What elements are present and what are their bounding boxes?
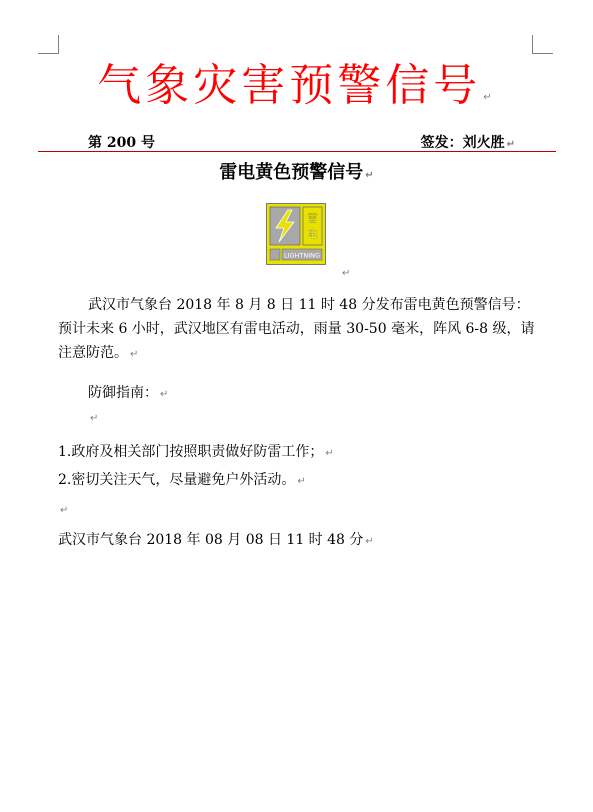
document-title [0, 160, 593, 189]
corner-badge [270, 249, 280, 260]
guide-item-text: 2.密切关注天气，尽量避免户外活动。 [58, 472, 296, 488]
paragraph-mark: ↵ [365, 536, 374, 547]
guide-label [88, 383, 168, 405]
paragraph-mark: ↵ [342, 268, 351, 279]
signer-text: 签发：刘火胜 [420, 135, 505, 151]
issuer-timestamp-text: 武汉市气象台 2018 年 08 月 08 日 11 时 48 分 [58, 532, 364, 548]
lightning-signal-graphic [267, 204, 325, 264]
header-title-text: 气象灾害预警信号 [97, 60, 482, 111]
issue-number [88, 134, 155, 152]
paragraph-mark: ↵ [483, 92, 496, 103]
paragraph-mark: ↵ [130, 349, 139, 360]
paragraph-mark: ↵ [365, 170, 374, 181]
page-corner-mark-top-left [38, 35, 59, 54]
guide-label-text: 防御指南： [88, 385, 158, 401]
guide-item [58, 442, 334, 464]
warning-paragraph [58, 293, 536, 367]
paragraph-mark: ↵ [90, 413, 99, 424]
document-title-text: 雷电黄色预警信号 [219, 162, 364, 183]
guide-item-text: 1.政府及相关部门按照职责做好防雷工作； [58, 444, 324, 460]
page-corner-mark-top-right [532, 35, 553, 54]
issue-number-text: 第 200 号 [88, 135, 155, 151]
guide-item [58, 470, 306, 492]
paragraph-mark: ↵ [160, 389, 169, 400]
signal-char-2: 电 [307, 228, 318, 241]
signal-caption: LIGHTNING [283, 251, 321, 260]
warning-paragraph-text: 武汉市气象台 2018 年 8 月 8 日 11 时 48 分发布雷电黄色预警信号：预计未来 6 小时，武汉地区有雷电活动，雨量 30-50 毫米，阵风 6-8 级，请注意防范。 [58, 297, 535, 361]
issuer-timestamp [58, 530, 374, 552]
lightning-yellow-warning-icon [266, 203, 326, 265]
paragraph-mark: ↵ [60, 505, 69, 516]
paragraph-mark: ↵ [506, 139, 515, 150]
signer [421, 134, 515, 152]
paragraph-mark: ↵ [325, 448, 334, 459]
paragraph-mark: ↵ [297, 476, 306, 487]
header-title [0, 56, 593, 128]
signal-char-1: 雷 [307, 212, 318, 225]
header-divider [38, 151, 556, 152]
